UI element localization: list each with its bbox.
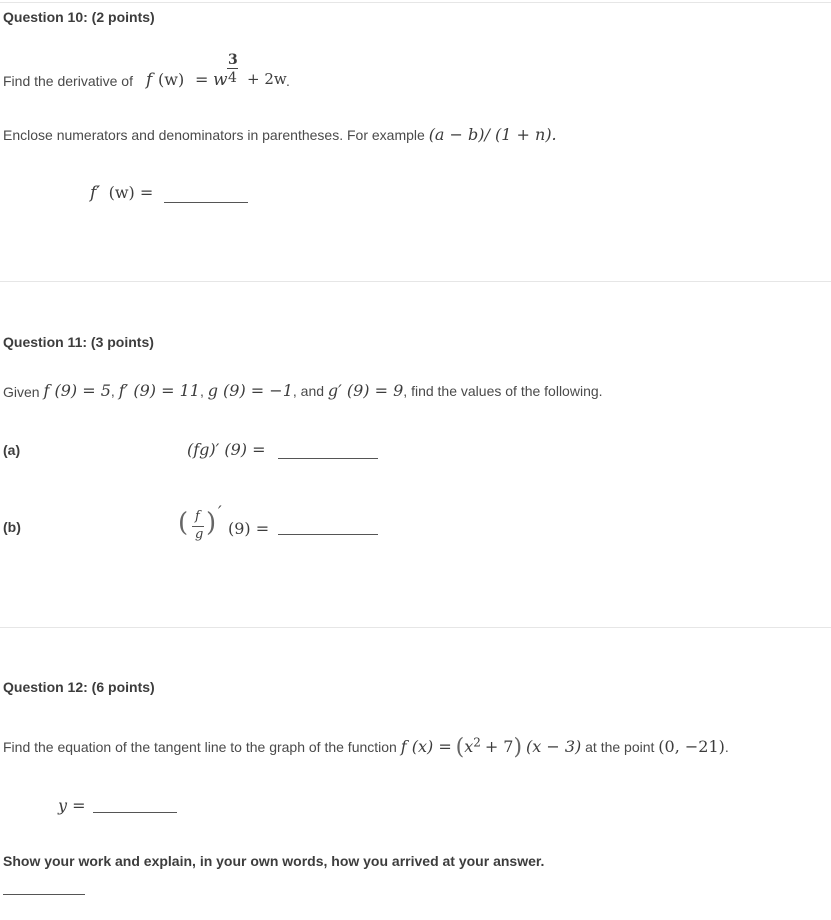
exponent-denominator: 4: [228, 70, 237, 86]
function-lhs: f (x) =: [400, 737, 452, 756]
plus-term: + 2w: [247, 70, 287, 88]
right-paren: ): [206, 508, 217, 538]
function-name: f: [146, 70, 153, 90]
derivative-label-f: f′: [90, 183, 101, 203]
at-point-text: at the point: [581, 739, 659, 755]
left-paren: (: [178, 508, 189, 538]
given-g9: g (9) = −1: [207, 381, 293, 400]
period: .: [286, 73, 290, 89]
y-equals-label: y =: [58, 796, 86, 815]
given-f9: f (9) = 5: [43, 381, 111, 400]
question-12-prompt: [3, 733, 729, 758]
base-variable: w: [213, 70, 228, 90]
question-12-answer-input[interactable]: [93, 811, 177, 813]
function-arg: (w): [158, 70, 185, 89]
part-a-math: (fg)′ (9) =: [187, 440, 266, 459]
point-coordinates: (0, −21): [658, 737, 725, 756]
part-a-answer-input[interactable]: [278, 457, 378, 459]
question-10-instruction: [3, 125, 557, 144]
second-factor: (x − 3): [525, 737, 582, 756]
close-paren: ): [513, 735, 523, 760]
question-12-title: Question 12: (6 points): [3, 679, 155, 695]
exponent-2: 2: [473, 735, 481, 750]
given-fprime9: f′ (9) = 11: [118, 381, 200, 400]
prompt-text: Find the equation of the tangent line to the graph of the function: [3, 739, 401, 755]
sep-3: , and: [292, 383, 328, 399]
sep-1: ,: [110, 383, 119, 399]
fraction-denominator: g: [195, 527, 204, 542]
part-b-label: (b): [3, 519, 21, 535]
given-tail: , find the values of the following.: [403, 383, 603, 399]
prime-mark: ′: [218, 502, 222, 521]
plus-seven: + 7: [484, 737, 514, 756]
question-12-answer-row: [58, 796, 86, 816]
instruction-text: Enclose numerators and denominators in parentheses. For example: [3, 127, 429, 143]
exponent-fraction-bar: [227, 68, 238, 69]
top-divider: [0, 2, 831, 3]
given-word: Given: [3, 384, 44, 400]
example-expression: (a − b)/ (1 + n).: [428, 125, 557, 144]
derivative-label-rest: (w) =: [108, 183, 154, 202]
given-gprime9: g′ (9) = 9: [327, 381, 404, 400]
question-11-given: [3, 381, 603, 400]
equals-sign: =: [195, 70, 209, 89]
period: .: [724, 739, 729, 755]
part-a-label: (a): [3, 442, 21, 458]
part-a-expression: [187, 440, 266, 460]
part-b-answer-input[interactable]: [278, 533, 378, 535]
work-instruction: Show your work and explain, in your own words, how you arrived at your answer.: [3, 853, 545, 869]
part-b-rest: (9) =: [228, 519, 270, 538]
divider-1: [0, 281, 831, 282]
divider-2: [0, 627, 831, 628]
question-11-title: Question 11: (3 points): [3, 334, 154, 350]
x-squared-base: x: [464, 737, 474, 756]
sep-2: ,: [199, 383, 208, 399]
exponent-numerator: 3: [228, 52, 238, 68]
work-answer-input[interactable]: [3, 893, 85, 895]
open-paren: (: [455, 735, 465, 760]
question-10-answer-input[interactable]: [164, 201, 248, 203]
part-b-expression: [178, 504, 278, 552]
question-10-answer-row: [90, 183, 153, 203]
question-10-title: Question 10: (2 points): [3, 9, 155, 25]
fraction-numerator: f: [195, 509, 200, 524]
prompt-text: Find the derivative of: [3, 73, 133, 89]
